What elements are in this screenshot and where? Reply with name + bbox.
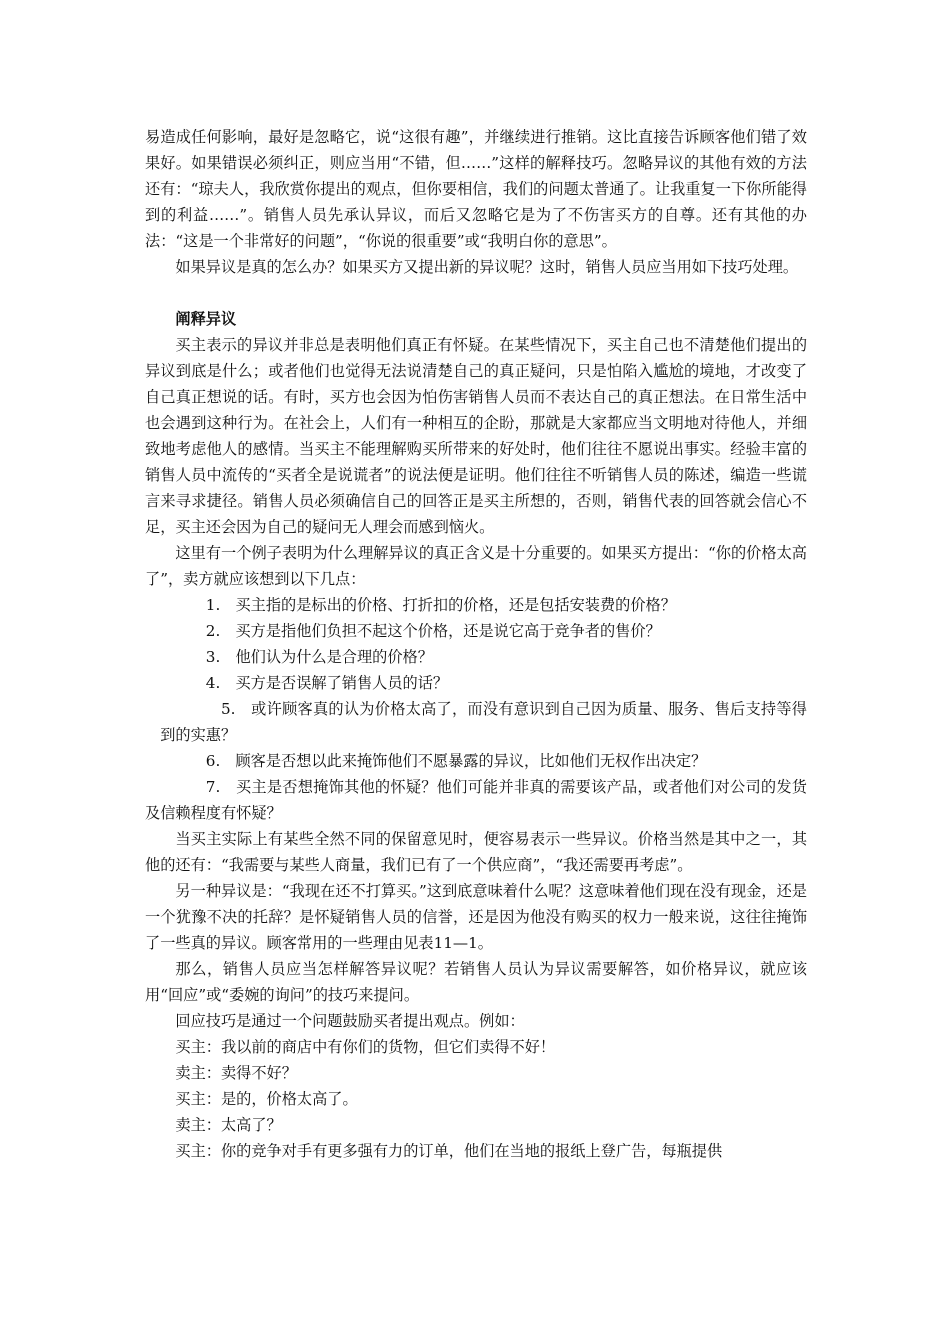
list-item: 5. 或许顾客真的认为价格太高了，而没有意识到自己因为质量、服务、售后支持等得到的实惠？ [160, 700, 807, 744]
dialogue-line: 买主：我以前的商店中有你们的货物，但它们卖得不好！ [175, 1038, 556, 1056]
paragraph-echo-technique: 回应技巧是通过一个问题鼓励买者提出观点。例如： [175, 1012, 525, 1030]
paragraph-how-to-answer: 那么，销售人员应当怎样解答异议呢？若销售人员认为异议需要解答，如价格异议，就应该用“回应”或“委婉的询问”的技巧来提问。 [145, 960, 807, 1004]
list-item: 4. 买方是否误解了销售人员的话？ [205, 674, 449, 692]
paragraph-explain-objection: 买主表示的异议并非总是表明他们真正有怀疑。在某些情况下，买主自己也不清楚他们提出的异议到底是什么；或者他们也觉得无法说清楚自己的真正疑问，只是怕陷入尴尬的境地，才改变了自己真正想说的话。有时，买方也会因为怕伤害销售人员而不表达自己的真正想法。在日常生活中也会遇到这种行为。在社会上，人们有一种相互的企盼，那就是大家都应当文明地对待他人，并细致地考虑他人的感情。当买主不能理解购买所带来的好处时，他们往往不愿说出事实。经验丰富的销售人员中流传的“买者全是说谎者”的说法便是证明。他们往往不听销售人员的陈述，编造一些谎言来寻求捷径。销售人员必须确信自己的回答正是买主所想的，否则，销售代表的回答就会信心不足，买主还会因为自己的疑问无人理会而感到恼火。 [145, 336, 807, 536]
paragraph-example-intro: 这里有一个例子表明为什么理解异议的真正含义是十分重要的。如果买方提出：“你的价格太高了”，卖方就应该想到以下几点： [145, 544, 807, 588]
list-item: 1. 买主指的是标出的价格、打折扣的价格，还是包括安装费的价格？ [205, 596, 676, 614]
dialogue-line: 买主：是的，价格太高了。 [175, 1090, 358, 1108]
paragraph-ignore-objection: 易造成任何影响，最好是忽略它，说“这很有趣”，并继续进行推销。这比直接告诉顾客他们错了效果好。如果错误必须纠正，则应当用“不错，但……”这样的解释技巧。忽略异议的其他有效的方法还有：“琼夫人，我欣赏你提出的观点，但你要相信，我们的问题太普通了。让我重复一下你所能得到的利益……”。销售人员先承认异议，而后又忽略它是为了不伤害买方的自尊。还有其他的办法：“这是一个非常好的问题”，“你说的很重要”或“我明白你的意思”。 [145, 128, 807, 250]
paragraph-true-objection: 如果异议是真的怎么办？如果买方又提出新的异议呢？这时，销售人员应当用如下技巧处理。 [175, 258, 799, 276]
section-heading: 阐释异议 [175, 310, 237, 328]
paragraph-not-buying-now: 另一种异议是：“我现在还不打算买。”这到底意味着什么呢？这意味着他们现在没有现金，还是一个犹豫不决的托辞？是怀疑销售人员的信誉，还是因为他没有购买的权力一般来说，这往往掩饰了一些真的异议。顾客常用的一些理由见表11—1。 [145, 882, 807, 952]
list-item: 6. 顾客是否想以此来掩饰他们不愿暴露的异议，比如他们无权作出决定？ [205, 752, 707, 770]
list-item: 3. 他们认为什么是合理的价格？ [205, 648, 433, 666]
list-item: 7. 买主是否想掩饰其他的怀疑？他们可能并非真的需要该产品，或者他们对公司的发货及信赖程度有怀疑？ [145, 778, 807, 822]
document-page [145, 124, 807, 1164]
paragraph-reservations: 当买主实际上有某些全然不同的保留意见时，便容易表示一些异议。价格当然是其中之一，其他的还有：“我需要与某些人商量，我们已有了一个供应商”，“我还需要再考虑”。 [145, 830, 807, 874]
list-item: 2. 买方是指他们负担不起这个价格，还是说它高于竞争者的售价？ [205, 622, 661, 640]
dialogue-line: 卖主：太高了？ [175, 1116, 282, 1134]
dialogue-line: 卖主：卖得不好？ [175, 1064, 297, 1082]
dialogue-line: 买主：你的竞争对手有更多强有力的订单，他们在当地的报纸上登广告，每瓶提供 [175, 1142, 723, 1160]
